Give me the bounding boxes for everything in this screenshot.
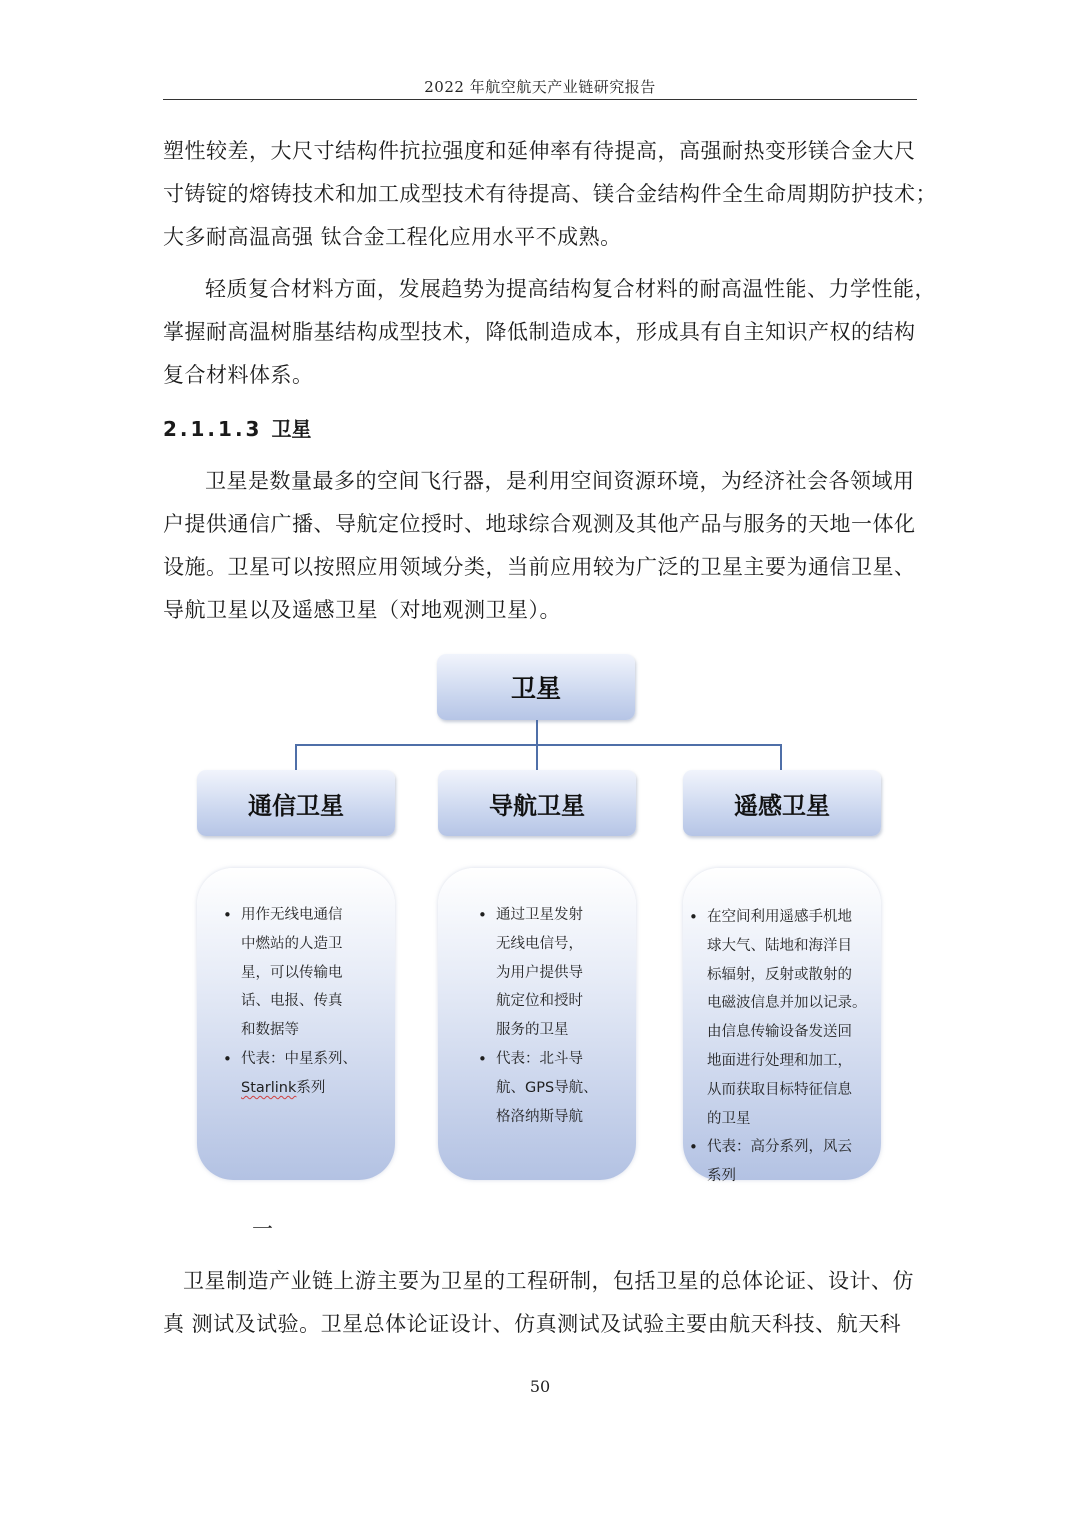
text-line: 真 测试及试验。卫星总体论证设计、仿真测试及试验主要由航天科技、航天科 (163, 1312, 902, 1336)
bullet-line: 为用户提供导 (496, 964, 583, 981)
card-communication-satellite (197, 868, 395, 1180)
bullet-line: 中燃站的人造卫 (241, 935, 343, 952)
bullet-line: 由信息传输设备发送回 (707, 1024, 852, 1041)
connector-horizontal (295, 744, 782, 746)
bullet-line: 电磁波信息并加以记录。 (707, 995, 867, 1012)
bullet-line: 格洛纳斯导航 (496, 1108, 583, 1125)
text-line: 掌握耐高温树脂基结构成型技术，降低制造成本，形成具有自主知识产权的结构 (163, 320, 916, 344)
bullet-definition (474, 901, 636, 1045)
node-remote-sensing-satellite: 遥感卫星 (683, 770, 881, 836)
bullet-line: 和数据等 (241, 1022, 299, 1039)
text-line: 轻质复合材料方面，发展趋势为提高结构复合材料的耐高温性能、力学性能， (205, 277, 936, 301)
bullet-line: 的卫星 (707, 1110, 751, 1127)
bullet-line: 球大气、陆地和海洋目 (707, 937, 852, 954)
text-line: 设施。卫星可以按照应用领域分类，当前应用较为广泛的卫星主要为通信卫星、 (163, 555, 916, 579)
bullet-definition (685, 903, 881, 1133)
bullet-line: 服务的卫星 (496, 1022, 569, 1039)
connector-trunk (536, 720, 538, 745)
section-title: 卫星 (271, 417, 312, 441)
section-number: 2.1.1.3 (163, 417, 263, 441)
text-line: 寸铸锭的熔铸技术和加工成型技术有待提高、镁合金结构件全生命周期防护技术； (163, 182, 937, 206)
bullet-line: 系列 (707, 1168, 736, 1185)
bullet-definition (219, 901, 395, 1045)
bullet-line: 航定位和授时 (496, 993, 583, 1010)
bullet-representatives (474, 1045, 636, 1131)
text-line: 户提供通信广播、导航定位授时、地球综合观测及其他产品与服务的天地一体化 (163, 512, 916, 536)
bullet-line: 无线电信号， (496, 935, 583, 952)
text-line: 复合材料体系。 (163, 363, 314, 387)
node-communication-satellite: 通信卫星 (197, 770, 395, 836)
bullet-line (241, 1074, 395, 1103)
bullet-line: • 在空间利用遥感手机地 (707, 909, 852, 925)
bullet-representatives (219, 1045, 395, 1103)
bullet-line: 从而获取目标特征信息 (707, 1081, 852, 1098)
connector-left (295, 744, 297, 770)
bullet-line: • 代表：北斗导 (496, 1050, 583, 1067)
paragraph-composites (163, 268, 936, 397)
page-number: 50 (529, 1377, 551, 1396)
text-line: 卫星是数量最多的空间飞行器，是利用空间资源环境，为经济社会各领域用 (205, 469, 915, 493)
bullet-line: • 通过卫星发射 (496, 907, 583, 923)
bullet-line: 标辐射，反射或散射的 (707, 966, 852, 983)
bullet-line: • 用作无线电通信 (241, 907, 343, 923)
satellite-classification-diagram (190, 650, 890, 1190)
bullet-representatives (685, 1133, 881, 1191)
card-navigation-satellite (438, 868, 636, 1180)
connector-right (780, 744, 782, 770)
header-divider (163, 99, 917, 100)
bullet-line: 地面进行处理和加工， (707, 1052, 852, 1069)
bullet-line: 话、电报、传真 (241, 993, 343, 1010)
bullet-line: 星，可以传输电 (241, 964, 343, 981)
running-header: 2022 年航空航天产业链研究报告 (424, 78, 656, 96)
text-line: 塑性较差，大尺寸结构件抗拉强度和延伸率有待提高，高强耐热变形镁合金大尺 (163, 139, 916, 163)
paragraph-manufacturing-chain (163, 1260, 923, 1346)
connector-middle (536, 744, 538, 770)
bullet-line: • 代表：高分系列，风云 (707, 1139, 852, 1156)
bullet-line-suffix: 系列 (296, 1079, 326, 1096)
starlink-text: Starlink (241, 1079, 297, 1096)
stray-dash-mark: 一 (252, 1217, 273, 1241)
section-heading (163, 413, 311, 442)
paragraph-magnesium (163, 130, 937, 259)
root-node-satellite: 卫星 (437, 654, 635, 720)
text-line: 大多耐高温高强 钛合金工程化应用水平不成熟。 (163, 225, 622, 249)
bullet-line: 航、GPS导航、 (496, 1079, 598, 1096)
node-navigation-satellite: 导航卫星 (438, 770, 636, 836)
card-remote-sensing-satellite (683, 868, 881, 1185)
bullet-line: • 代表：中星系列、 (241, 1050, 357, 1067)
text-line: 导航卫星以及遥感卫星（对地观测卫星）。 (163, 598, 561, 622)
text-line: 卫星制造产业链上游主要为卫星的工程研制，包括卫星的总体论证、设计、仿 (183, 1269, 914, 1293)
paragraph-satellite-intro (163, 460, 923, 632)
